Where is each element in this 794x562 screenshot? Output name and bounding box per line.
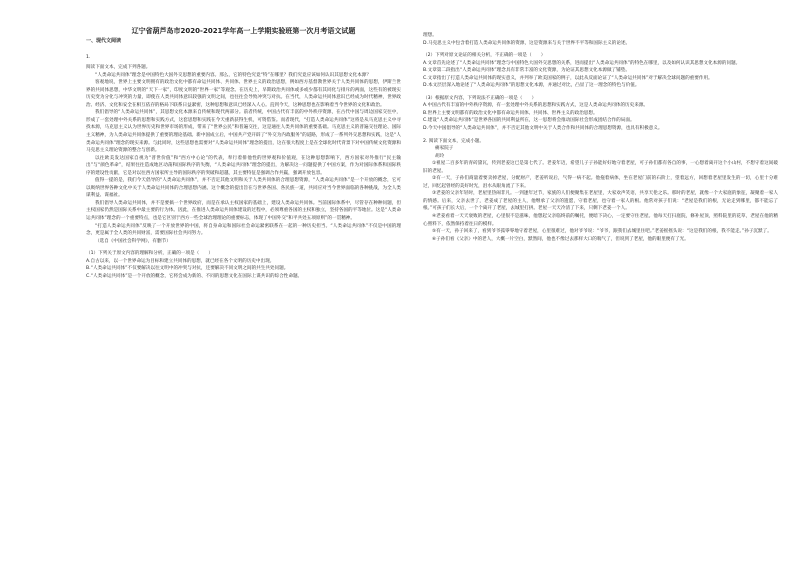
answer-option: C.建设“人类命运共同体”是世界各国的共同利益所在，这一思想将会推动国际社会形成团结合作的局面。 [423, 118, 635, 124]
answer-option: A.文章首先论述了“人类命运共同体”理念与中国特色大国外交思想的关系，进而提出“人类命运共同体”的特色在哪里，以及如何认识其思想文化本源的问题。 [423, 60, 741, 66]
essay-paragraph: 以往欧美发达国家自视为“普世价值”和“西方中心论”的代表，奉行着排他性的世界观和价值观，在这种思想影响下，西方国家对外推行“民主输出”与“颜色革命”，结果往往造成地区动荡和国际秩序的失衡，“人类命运共同体”理念的提出，为解决这一问题提供了中国方案，作为对国际体系和国际秩序的建设性贡献，它是对以往西方国家所主导的国际秩序的突破和超越，其主要特征是强调合作共赢，强调开放包容。 [86, 155, 401, 176]
story-paragraph: ⑤有一天，孙子回来了，看到爷爷孤零零地守着老屋，心里很难过，他对爷爷说：“爷爷，跟我们去城里住吧。”老姜摇摇头说：“这是我们的根，我不能走。”孙子沉默了。 [432, 229, 772, 235]
section-heading: 一、现代文阅读 [86, 38, 122, 44]
answer-option: B.文章第二段指出“人类命运共同体”理念具有非常丰富的文化资源，为论证其思想文化本源做了铺垫。 [423, 68, 630, 74]
answer-option: D.本文层层深入地论述了“人类命运共同体”的思想文化本源，并通过对比，凸显了这一理念的特色与价值。 [423, 83, 640, 89]
story-author: 胡玲 [435, 153, 445, 159]
answer-option: A.中国古代有丰富的中外秩序资源，有一套处理中外关系的思想和实践方式，这是人类命运共同体的历史来源。 [423, 103, 649, 109]
document-title: 辽宁省葫芦岛市2020-2021学年高一上学期实验班第一次月考语文试题 [131, 27, 356, 35]
answer-option: A.自古以来，以一个世界命运为目标和建立共同体的思想，就已经在各个文明的历史中出现。 [86, 258, 275, 264]
answer-option: B.世界上主要文明都有的政治文化中都有命运共同体、共同体、世界主义的政治思想。 [423, 110, 598, 116]
instruction: 阅读下面文本，完成下列各题。 [86, 65, 151, 71]
answer-option: D.今天中国倡导的“人类命运共同体”，并不否定其他文明中关于人类合作和共同体的合理思想资源，也具有积极意义。 [423, 126, 663, 132]
answer-option: C.文章指出了打造人类命运共同体的现实意义，并列举了欧美国家的例子，以此从反面论证了“人类命运共同体”对于解决全球问题的重要作用。 [423, 75, 713, 81]
story-paragraph: ①祖屋二百多年的青砖黛瓦，传到老姜这已是第七代了。老姜年迈，希望儿子子孙能好好地守着老屋，可子孙们都有各自的事，一心想着离开这个小山村，不想守着这间破旧的老屋。 [423, 161, 778, 174]
essay-paragraph: “人类命运共同体”理念是中国特色大国外交思想的重要内容。那么，它的特色究竟“特”在哪里？我们究竟应该如何认识其思想文化本源？ [95, 72, 371, 78]
option-continuation: 理想。 [423, 33, 437, 38]
question-stem: （3）根据原文内容，下列说法不正确的一项是（ ） [423, 95, 537, 101]
question-number: 1. [86, 54, 91, 60]
story-paragraph: ②有一天，子孙们商量着要卖掉老屋，分配财产，老姜听说后，气得一病不起。他拖着病体，坐在老屋门前的石阶上，望着远方，回想着老屋里发生的一切，心里十分难过，回忆起曾经的美好时光，泪水从眼角流了下来。 [423, 176, 778, 189]
answer-option: B.“人类命运共同体”不仅要解决以往文明中的冲突与对抗，还要解决不同文明之间的共生共处问题。 [86, 266, 289, 272]
source-citation: （选自《中国社会科学网》，有删节） [95, 238, 171, 244]
essay-paragraph: “打造人类命运共同体”反映了一个开放世界的中国，将自身命运和国际社会命运紧密联系在一起的一种历史担当。“人类命运共同体”不仅是中国的理念，更是属于全人类的共同财富，需要国际社会共同努力。 [86, 223, 401, 237]
answer-option: D.马克思主义中包含着打造人类命运共同体的资源，这是资源来与关于世界不平等和国际主义的论述。 [423, 40, 631, 46]
essay-paragraph: 值得一提的是，我们今天倡导的“人类命运共同体”，并不否定其他文明和关于人类共同体的合理思想资源，“人类命运共同体”是一个开放的概念，它可以吸纳世界各种文化中关于人类命运共同体的合理思想内涵。这个概念的提出旨在与世界各国、各民族一道，共同应对当今世界面临的各种挑战，为全人类谋利益、谋福祉。 [86, 178, 401, 199]
question-stem: （2）下列对原文论证的相关分析，不正确的一项是（ ） [423, 53, 546, 59]
question-number-2: 2. 阅读下面文本，完成小题。 [423, 138, 484, 144]
story-title: 痛家院子 [435, 146, 454, 152]
essay-paragraph: 客观地说，世界上主要文明拥有的政治文化中都有命运共同体、共同体、世界主义的政治思想，例如西方基督教世界关于人类共同体的思想，伊斯兰世界的共同体思想，中华文明的“天下一家”，印度文明的“世界一家”等观念。在历史上，早期政治共同体或多或少都有其同化与排斥的两面，这些有的被现实历史变为分化与冲突的力量，即使在人类共同体意识较强的文明之间，也往往会导致冲突与对抗。在当代，人类命运共同体意识已经成为时代精神，世界政治、经济、文化和安全在相互依存的格局下联系日益紧密，这种思想和意识已经深入人心。直到今天，这种思想也在影响着当今世界的文化和政治。 [86, 80, 401, 108]
right-column [423, 0, 778, 562]
essay-paragraph: 我们倡导人类命运共同体，并不是要搞一个世界政府，而是在承认主权国家的基础上，建设人类命运共同体。当前国际体系中，尽管存在种种问题，但主权国家仍然是国际关系中最主要的行为体。因此，在推进人类命运共同体建设的过程中，必须尊重各国的主权和独立，坚持各国的平等地位。这是“人类命运共同体”理念的一个重要特点，也是它区别于西方一些全球治理理论的重要标志，体现了中国外交“和平共处五项原则”的一贯精神。 [86, 200, 401, 222]
answer-option: C.“人类命运共同体”是一个开放的概念，它将会成为新的、不同的思想文化在国际上谋共识的综合性命题。 [86, 273, 303, 279]
story-paragraph: ⑥子孙们看《父亲》中的老人，大概一片空白，默然间，他也不像过去那样大口的喘气了，但说到了老屋，他的眼里便有了光。 [432, 236, 689, 242]
story-paragraph: ④老姜看着一天天衰败的老屋，心里很不是滋味，他想起父亲临终前的嘱托，便暗下决心，一定要守住老屋。他每天打扫庭院，修补屋顶，照料院里的花草，老屋在他的精心照料下，依然保持着往日的模样。 [423, 214, 778, 227]
left-column [86, 0, 401, 562]
story-paragraph: ③老姜的父亲年轻时，老屋里热闹非凡。一到逢年过节，家族的人们便聚集在老屋里，大家欢声笑语，共享天伦之乐。那时的老屋，就像一个大家庭的象征，凝聚着一家人的情感。后来，父亲去世了，老姜成了老屋的主人，他继承了父亲的遗愿，守着老屋，也守着一家人的根。他常对孩子们说：“老屋是我们的根，无论走到哪里，都不能忘了根。”可孩子们长大后，一个个离开了老屋，去城里打拼。老屋一天天冷清了下来，只剩下老姜一个人。 [423, 191, 778, 212]
essay-paragraph: 我们倡导的“人类命运共同体”，其思想文化本源来自传统和现代两部分。前者传统，中国古代有丰富的中外秩序资源，在古代中国与周边国家交往中，形成了一套处理中外关系的思想和实践方式，这套思想和实践在今天重新获得生机，可资借鉴。而者现代，“打造人类命运共同体”这将是从马克思主义中寻找本源，马克思主义认为世界历史和世界市场的形成，带来了“世界公民”和普遍交往，这是通往人类共同体的重要基础。马克思主义的普遍交往理论、国际主义精神，为人类命运共同体提供了重要的理论基础。新中国成立后，中国共产党开辟了“外交为内政服务”的道路，形成了一系列外交思想和实践，这是“人类命运共同体”理念的现实来源。与此同时，这些思想也需要对“人类命运共同体”理念的提出，这在很大程度上是在全球化时代背景下对中国传统文化资源和马克思主义理论资源的整合与创新。 [86, 110, 401, 154]
question-stem: （1）下列关于原文内容的理解和分析，正确的一项是（ ） [86, 251, 213, 257]
